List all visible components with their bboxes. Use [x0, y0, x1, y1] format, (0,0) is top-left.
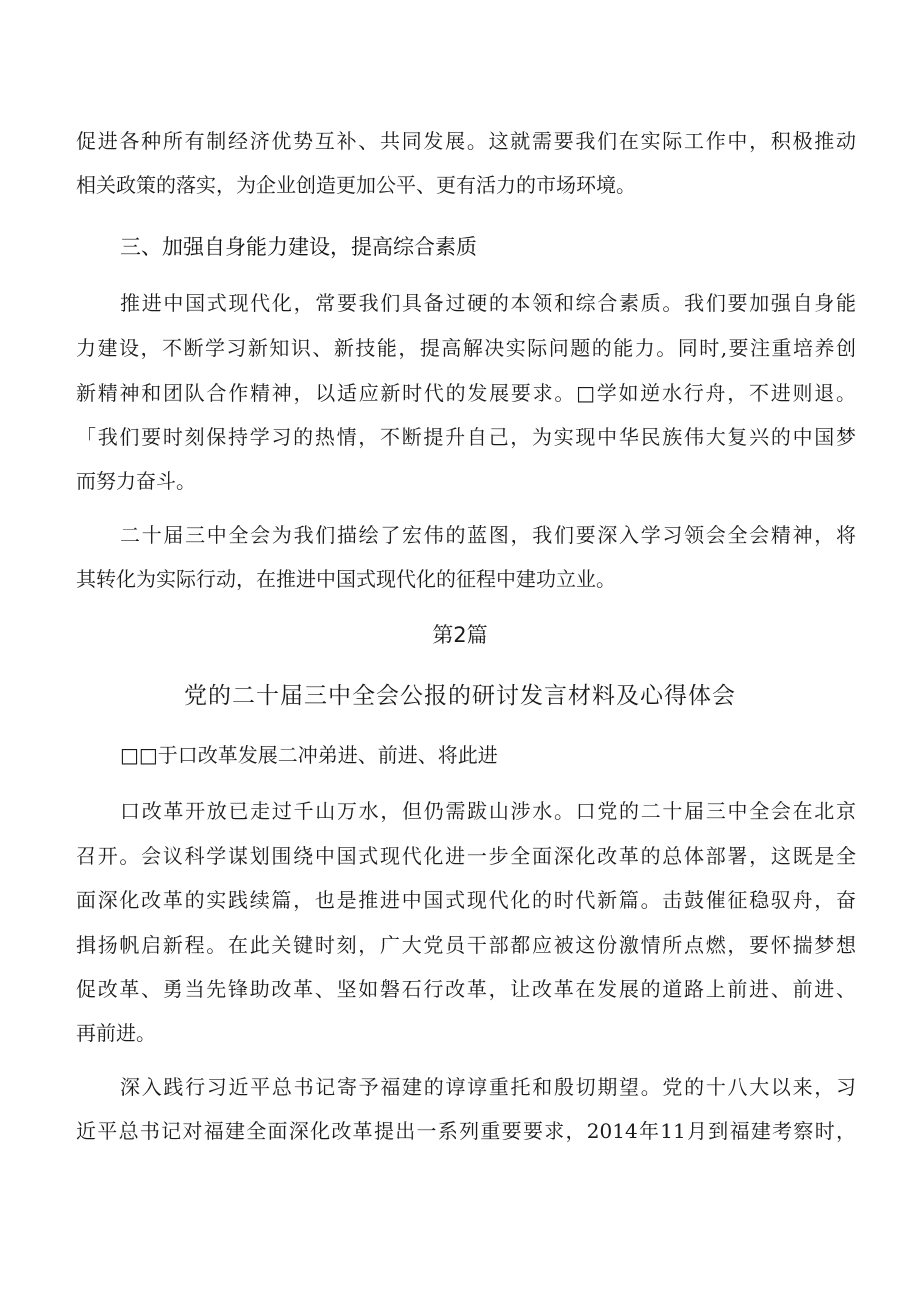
paragraph-line: 而努力奋斗。 — [76, 469, 196, 493]
section-number: 第2篇 — [432, 623, 488, 647]
paragraph-line: 面深化改革的实践续篇，也是推进中国式现代化的时代新篇。击鼓催征稳驭舟，奋 — [76, 888, 856, 912]
section-title: 党的二十届三中全会公报的研讨发言材料及心得体会 — [184, 683, 736, 709]
paragraph-line: 深入践行习近平总书记寄予福建的谆谆重托和殷切期望。党的十八大以来，习 — [120, 1075, 856, 1099]
paragraph-line: 其转化为实际行动，在推进中国式现代化的征程中建功立业。 — [76, 567, 616, 591]
paragraph-line: 促进各种所有制经济优势互补、共同发展。这就需要我们在实际工作中，积极推动 — [76, 129, 856, 153]
paragraph-line: 召开。会议科学谋划围绕中国式现代化进一步全面深化改革的总体部署，这既是全 — [76, 844, 856, 868]
paragraph-line: 揖扬帆启新程。在此关键时刻，广大党员干部都应被这份激情所点燃，要怀揣梦想 — [76, 933, 856, 957]
paragraph-line: 促改革、勇当先锋助改革、坚如磐石行改革，让改革在发展的道路上前进、前进、 — [76, 977, 856, 1001]
paragraph-line: 二十届三中全会为我们描绘了宏伟的蓝图，我们要深入学习领会全会精神，将 — [120, 523, 856, 547]
paragraph-line: 推进中国式现代化，常要我们具备过硬的本领和综合素质。我们要加强自身能 — [120, 291, 856, 315]
subheading: □□于口改革发展二冲弟进、前进、将此进 — [120, 743, 498, 767]
paragraph-line: 再前进。 — [76, 1021, 156, 1045]
section-heading: 三、加强自身能力建设，提高综合素质 — [120, 235, 477, 259]
paragraph-line: 近平总书记对福建全面深化改革提出一系列重要要求，2014年11月到福建考察时， — [76, 1119, 856, 1143]
paragraph-line: 力建设，不断学习新知识、新技能，提高解决实际问题的能力。同时,要注重培养创 — [76, 336, 856, 360]
paragraph-line: 口改革开放已走过千山万水，但仍需跋山涉水。口党的二十届三中全会在北京 — [120, 799, 856, 823]
paragraph-line: 「我们要时刻保持学习的热情，不断提升自己，为实现中华民族伟大复兴的中国梦 — [76, 425, 856, 449]
paragraph-line: 相关政策的落实，为企业创造更加公平、更有活力的市场环境。 — [76, 173, 636, 197]
paragraph-line: 新精神和团队合作精神，以适应新时代的发展要求。□学如逆水行舟，不进则退。 — [76, 381, 856, 405]
